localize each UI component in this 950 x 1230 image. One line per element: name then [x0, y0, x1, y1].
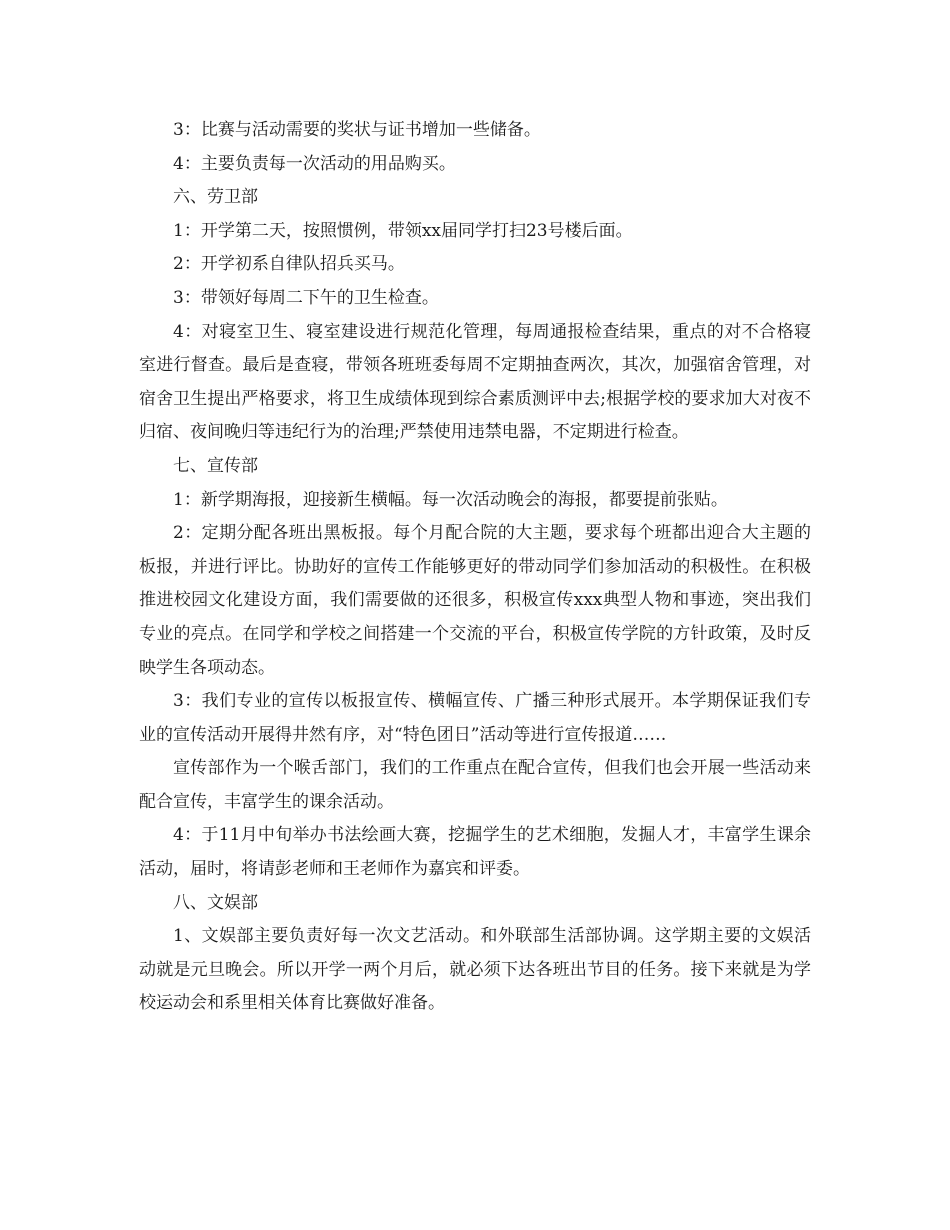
section-heading-labor-health: 六、劳卫部	[173, 187, 258, 208]
item-1-posters: 1：新学期海报，迎接新生横幅。每一次活动晚会的海报，都要提前张贴。	[173, 489, 728, 510]
section-heading-entertainment: 八、文娱部	[173, 892, 258, 913]
item-3-publicity-forms: 3：我们专业的宣传以板报宣传、横幅宣传、广播三种形式展开。本学期保证我们专业的宣传活动开展得井然有序，对“特色团日”活动等进行宣传报道……	[139, 691, 811, 745]
section-heading-publicity: 七、宣传部	[173, 455, 258, 476]
item-3-hygiene-check: 3：带领好每周二下午的卫生检查。	[173, 287, 439, 308]
document-body	[139, 114, 811, 1021]
item-4-purchase-supplies: 4：主要负责每一次活动的用品购买。	[173, 153, 456, 174]
item-4-calligraphy-contest: 4：于11月中旬举办书法绘画大赛，挖掘学生的艺术细胞，发掘人才，丰富学生课余活动，届时，将请彭老师和王老师作为嘉宾和评委。	[139, 825, 811, 880]
item-2-blackboard: 2：定期分配各班出黑板报。每个月配合院的大主题，要求每个班都出迎合大主题的板报，并进行评比。协助好的宣传工作能够更好的带动同学们参加活动的积极性。在积极推进校园文化建设方面，我们需要做的还很多，积极宣传xxx典型人物和事迹，突出我们专业的亮点。在同学和学校之间搭建一个交流的平台，积极宣传学院的方针政策，及时反映学生各项动态。	[139, 523, 811, 678]
item-1-cleaning: 1：开学第二天，按照惯例，带领xx届同学打扫23号楼后面。	[173, 220, 633, 241]
item-2-recruitment: 2：开学初系自律队招兵买马。	[173, 254, 405, 275]
item-1-entertainment: 1、文娱部主要负责好每一次文艺活动。和外联部生活部协调。这学期主要的文娱活动就是元旦晚会。所以开学一两个月后，就必须下达各班出节目的任务。接下来就是为学校运动会和系里相关体育比赛做好准备。	[139, 926, 811, 1014]
publicity-summary: 宣传部作为一个喉舌部门，我们的工作重点在配合宣传，但我们也会开展一些活动来配合宣传，丰富学生的课余活动。	[139, 758, 811, 812]
item-3-awards-certificates: 3：比赛与活动需要的奖状与证书增加一些储备。	[173, 120, 541, 140]
item-4-dorm-management: 4：对寝室卫生、寝室建设进行规范化管理，每周通报检查结果，重点的对不合格寝室进行督查。最后是查寝，带领各班班委每周不定期抽查两次，其次，加强宿舍管理，对宿舍卫生提出严格要求，将卫生成绩体现到综合素质测评中去;根据学校的要求加大对夜不归宿、夜间晚归等违纪行为的治理;严禁使用违禁电器，不定期进行检查。	[139, 321, 811, 443]
